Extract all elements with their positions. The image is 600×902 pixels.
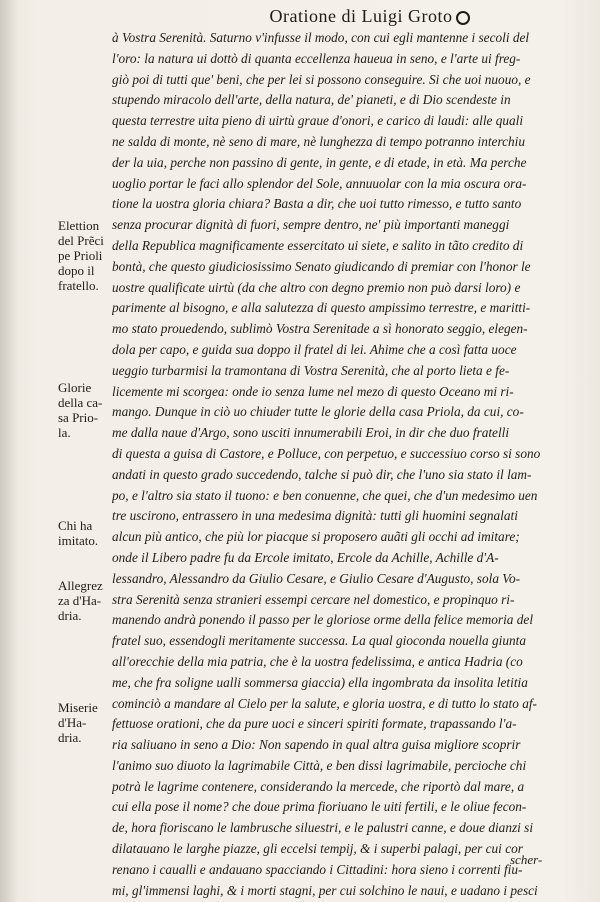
margin-note-line: Glorie [58, 380, 92, 395]
main-text-block [112, 28, 590, 901]
gutter-shadow [0, 0, 18, 902]
text-line: fettuose orationi, che da pure uoci e sinceri spiriti formate, trapassando l'a- [112, 716, 517, 732]
text-line: licemente mi scorgea: onde io senza lume nel mezo di questo Oceano mi ri- [112, 383, 514, 399]
margin-note-line: imitato. [58, 533, 99, 548]
margin-note-line: Chi ha [58, 518, 93, 533]
text-line: me dalla naue d'Argo, sono usciti innumerabili Eroi, in dir che duo fratelli [112, 425, 510, 441]
margin-note-line: la. [58, 425, 71, 440]
text-line: giò poi di tutti que' beni, che per lei si possono conseguire. Si che uoi nuouo, e [112, 71, 531, 87]
text-line: stupendo miracolo dell'arte, della natura, de' pianeti, e di Dio scendeste in [112, 92, 511, 108]
text-line: parimente al bisogno, e alla salutezza di questo ampissimo terrestre, e maritti- [112, 300, 531, 316]
text-line: po, e l'altro sia stato il tuono: e ben conuenne, che quei, che d'un medesimo uen [112, 487, 538, 503]
margin-note-line: za d'Ha- [58, 593, 102, 608]
text-line: mango. Dunque in ciò uo chiuder tutte le glorie della casa Priola, da cui, co- [112, 404, 524, 420]
margin-note-line: sa Prio- [58, 410, 99, 425]
text-line: de, hora fioriscano le lambrusche siluestri, e le palustri canne, e doue dianzi si [112, 820, 534, 836]
margin-note-line: pe Prioli [58, 248, 103, 263]
margin-note-line: fratello. [58, 278, 99, 293]
text-line: stra Serenità senza stranieri essempi cercare nel domestico, e propinquo ri- [112, 591, 515, 607]
margin-note-line: della ca- [58, 395, 103, 410]
text-line: dola per capo, e guida sua doppo il fratel di lei. Ahime che a così fatta uoce [112, 341, 517, 357]
text-line: l'oro: la natura ui dottò di quanta eccellenza haueua in seno, e l'arte ui freg- [112, 50, 521, 66]
text-line: potrà le lagrime contenere, considerando la mercede, che riportò dal mare, a [112, 778, 525, 794]
margin-note-election [58, 218, 112, 293]
margin-note-line: del Prẽci [58, 233, 104, 248]
text-line: senza procurar dignità di fuori, sempre dentro, ne' più importanti maneggi [112, 217, 510, 233]
text-line: cui ella pose il nome? che doue prima fioriuano le uiti fertili, e le oliue fecon- [112, 799, 527, 815]
text-line: alcun più antico, che più lor piacque si proposero auãti gli occhi ad imitare; [112, 529, 520, 545]
running-head [0, 6, 600, 27]
text-line: tione la uostra gloria chiara? Basta a dir, che uoi tutto rimesso, e tutto santo [112, 196, 522, 212]
text-line: della Republica magnificamente essercitato ui siete, e salito in tãto credito di [112, 237, 524, 253]
text-line: lessandro, Alessandro da Giulio Cesare, e Giulio Cesare d'Augusto, sola Vo- [112, 570, 521, 586]
margin-note-glories [58, 380, 112, 440]
text-line: fratel suo, essendogli meritamente successa. La qual gioconda nouella giunta [112, 633, 527, 649]
text-line: questa terrestre uita pieno di uirtù graue d'onori, e carico di laudi: alle quali [112, 113, 524, 129]
margin-note-line: dopo il [58, 263, 95, 278]
text-line: l'animo suo diuoto la lagrimabile Città, e ben dissi lagrimabile, percioche chi [112, 757, 527, 773]
margin-note-line: Miserie [58, 700, 98, 715]
text-line: der la uia, perche non passino di gente, in gente, e di etade, in età. Ma perche [112, 154, 527, 170]
text-line: renano i caualli e andauano spacciando i Cittadini: hora sieno i correnti fiu- [112, 861, 523, 877]
text-line: manendo andrà ponendo il passo per le gloriose orme della felice memoria del [112, 612, 534, 628]
text-line: à Vostra Serenità. Saturno v'infusse il modo, con cui egli mantenne i secoli del [112, 30, 530, 45]
text-line: dilatauano le larghe piazze, gli eccelsi tempij, & i superbi palagi, per cui cor [112, 841, 523, 857]
text-line: mi, gl'immensi laghi, & i morti stagni, per cui solchino le naui, e uadano i pesci [112, 882, 538, 898]
text-line: bontà, che questo giudiciosissimo Senato giudicando di premiar con l'honor le [112, 258, 531, 274]
text-line: cominciò a mandare al Cielo per la salute, e gloria uostra, e di tutto lo stato af- [112, 695, 537, 711]
margin-note-line: dria. [58, 730, 82, 745]
text-line: uoglio portar le faci allo splendor del Sole, annuuolar con la mia oscura ora- [112, 175, 527, 191]
text-line: uostre qualificate uirtù (da che altro con degno premio non può darsi loro) e [112, 279, 521, 295]
text-line: me, che fra soligne ualli sommersa giaccia) ella ingombrata da insolita letitia [112, 674, 528, 690]
margin-note-imitated [58, 518, 112, 548]
text-line: mo stato prouedendo, sublimò Vostra Serenitade a sì honorato seggio, elegen- [112, 321, 528, 337]
text-line: ueggio turbarmisi la tramontana di Vostra Serenità, che al porto lieta e fe- [112, 362, 510, 378]
margin-note-line: dria. [58, 608, 82, 623]
margin-note-line: d'Ha- [58, 715, 87, 730]
text-line: andati in questo grado succedendo, talche si può dir, che l'uno sia stato il lam- [112, 466, 532, 482]
text-line: ria saliuano in seno a Dio: Non sapendo in qual altra guisa migliore scoprir [112, 737, 521, 753]
catchword: scher- [510, 852, 543, 867]
text-line: ne salda di monte, nè seno di mare, nè lunghezza di tempo potranno interchiu [112, 133, 526, 149]
margin-note-line: Elettion [58, 218, 100, 233]
running-head-title: Oratione di Luigi Groto [269, 6, 453, 26]
text-line: di questa a guisa di Castore, e Polluce, con perpetuo, e successiuo corso si sono [112, 445, 541, 461]
margin-note-joy [58, 578, 112, 623]
text-line: tre uscirono, entrassero in una medesima dignità: tutti gli huomini segnalati [112, 508, 518, 524]
margin-note-line: Allegrez [58, 578, 103, 593]
ornament-icon [456, 11, 470, 25]
margin-note-miseries [58, 700, 112, 745]
text-line: onde il Libero padre fu da Ercole imitato, Ercole da Achille, Achille d'A- [112, 549, 499, 565]
text-line: all'orecchie della mia patria, che è la uostra fedelissima, e antica Hadria (co [112, 653, 523, 669]
